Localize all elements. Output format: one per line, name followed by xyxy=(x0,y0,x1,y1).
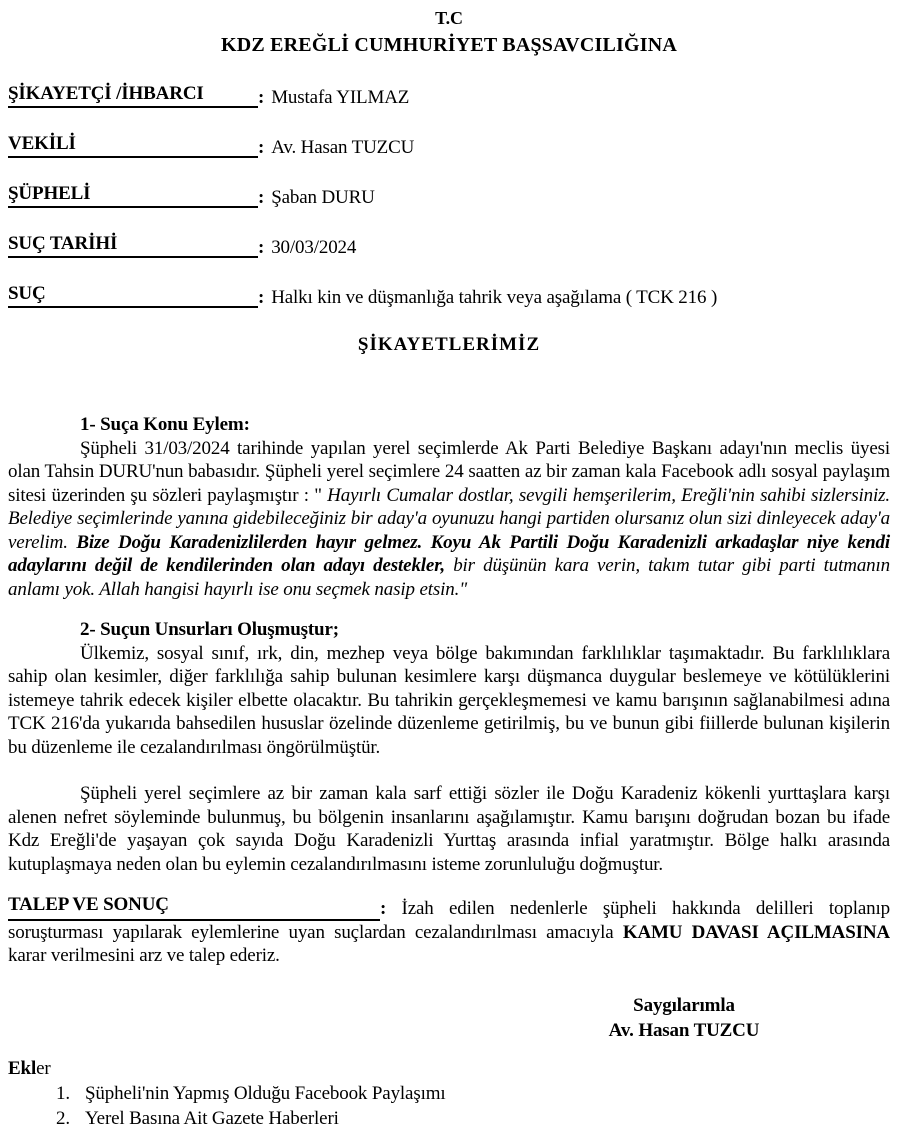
field-value-crime-date: 30/03/2024 xyxy=(271,237,357,258)
signature-closing: Saygılarımla xyxy=(633,994,735,1016)
attachment-text: Şüpheli'nin Yapmış Olduğu Facebook Paylaşımı xyxy=(85,1082,446,1104)
field-row-complainant xyxy=(8,83,890,108)
field-colon: : xyxy=(258,287,265,308)
section2-paragraph2: Şüpheli yerel seçimlere az bir zaman kala sarf ettiği sözler ile Doğu Karadeniz kökenli yurttaşlara karşı alenen nefret söyleminde bulunmuş, bu bölgenin insanlarını aşağılamıştır. Kamu barışını doğrudan bozan bu ifade Kdz Ereğli'de yaşayan çok sayıda Doğu Karadenizli Yurttaş arasında infial yaratmıştır. Bölge halkı arasında kutuplaşmaya neden olan bu eylemin cezalandırılmasını isteme zorunluluğu doğmuştur. xyxy=(8,783,890,875)
conclusion-colon: : xyxy=(380,898,387,919)
attachments-title-bold: Ekl xyxy=(8,1057,37,1079)
attachment-number: 1. xyxy=(56,1082,70,1104)
field-row-crime-date xyxy=(8,233,890,258)
case-fields xyxy=(8,83,890,308)
section1-paragraph xyxy=(8,437,890,602)
field-colon: : xyxy=(258,187,265,208)
field-label-suspect: ŞÜPHELİ xyxy=(8,183,258,208)
field-row-suspect xyxy=(8,183,890,208)
document-header xyxy=(8,6,890,58)
facebook-quote-bold-part: Bize Doğu Karadenizlilerden hayır gelmez. Koyu Ak Partili Doğu Karadenizli arkadaşlar niye kendi adaylarını değil de kendilerinden olan adayı destekler, xyxy=(8,531,890,576)
facebook-quote-part1: Hayırlı Cumalar dostlar, sevgili hemşerilerim, Ereğli'nin sahibi sizlersiniz. Belediye seçimlerinde yanına gidebileceğiniz bir aday'a oyunuzu hangi partiden olursanız olun sizi dinleyecek aday'a verelim. xyxy=(8,484,890,553)
field-label-attorney: VEKİLİ xyxy=(8,133,258,158)
conclusion-label: TALEP VE SONUÇ xyxy=(8,893,380,921)
conclusion-text-before: İzah edilen nedenlerle şüpheli hakkında delilleri toplanıp soruşturması yapılarak eylemlerine uyan suçlardan cezalandırılması amacıyla xyxy=(8,898,890,943)
conclusion-paragraph xyxy=(8,893,890,968)
header-court-title: KDZ EREĞLİ CUMHURİYET BAŞSAVCILIĞINA xyxy=(220,34,677,56)
field-colon: : xyxy=(258,237,265,258)
signature-attorney-name: Av. Hasan TUZCU xyxy=(608,1019,760,1041)
field-value-suspect: Şaban DURU xyxy=(271,187,375,208)
attachment-number: 2. xyxy=(56,1107,70,1129)
field-row-crime xyxy=(8,283,890,308)
field-value-attorney: Av. Hasan TUZCU xyxy=(271,137,415,158)
field-label-crime-date: SUÇ TARİHİ xyxy=(8,233,258,258)
field-colon: : xyxy=(258,87,265,108)
facebook-quote-part2: bir düşünün kara verin, takım tutar gibi parti tutmanın anlamı yok. Allah hangisi hayırlı ise onu seçmek nasip etsin." xyxy=(8,555,890,600)
attachments-title-rest: er xyxy=(36,1057,51,1079)
field-colon: : xyxy=(258,137,265,158)
section2-heading: 2- Suçun Unsurları Oluşmuştur; xyxy=(80,619,339,640)
complaints-title: ŞİKAYETLERİMİZ xyxy=(357,334,541,355)
field-row-attorney xyxy=(8,133,890,158)
field-label-complainant: ŞİKAYETÇİ /İHBARCI xyxy=(8,83,258,108)
signature-block xyxy=(564,993,804,1043)
header-tc: T.C xyxy=(435,8,463,28)
conclusion-text-after: karar verilmesini arz ve talep ederiz. xyxy=(8,945,280,966)
attachments-title xyxy=(8,1056,890,1081)
section2-paragraph1: Ülkemiz, sosyal sınıf, ırk, din, mezhep veya bölge bakımından farklılıklar taşımaktadır. Bu farklılıklara sahip olan kesimler, diğer farklılığa sahip bulunan kesimlere karşı düşmanca duygular beslemeye ve kötülüklerini istemeye tahrik edecek kişiler elbette olacaktır. Bu tahrikin gerçekleşmemesi ve kamu barışının sağlanabilmesi adına TCK 216'da yukarıda bahsedilen hususlar özelinde düzenleme getirilmiş, bu ve bunun gibi fiillerde bulunan kişilerin bu düzenleme ile cezalandırılması öngörülmüştür. xyxy=(8,642,890,758)
field-label-crime: SUÇ xyxy=(8,283,258,308)
section1-heading: 1- Suça Konu Eylem: xyxy=(80,414,250,435)
attachments-section xyxy=(8,1056,890,1131)
attachment-item xyxy=(8,1081,890,1106)
field-value-complainant: Mustafa YILMAZ xyxy=(271,87,410,108)
field-value-crime: Halkı kin ve düşmanlığa tahrik veya aşağılama ( TCK 216 ) xyxy=(271,287,718,308)
section1-intro-text: Şüpheli 31/03/2024 tarihinde yapılan yerel seçimlerde Ak Parti Belediye Başkanı adayı'nın meclis üyesi olan Tahsin DURU'nun babasıdır. Şüpheli yerel seçimlere 24 saatten az bir zaman kala Facebook adlı sosyal paylaşım sitesi üzerinden şu sözleri paylaşmıştır : " xyxy=(8,437,890,506)
attachment-text: Yerel Basına Ait Gazete Haberleri xyxy=(85,1107,339,1129)
attachment-item xyxy=(8,1106,890,1131)
conclusion-bold-demand: KAMU DAVASI AÇILMASINA xyxy=(622,921,890,943)
